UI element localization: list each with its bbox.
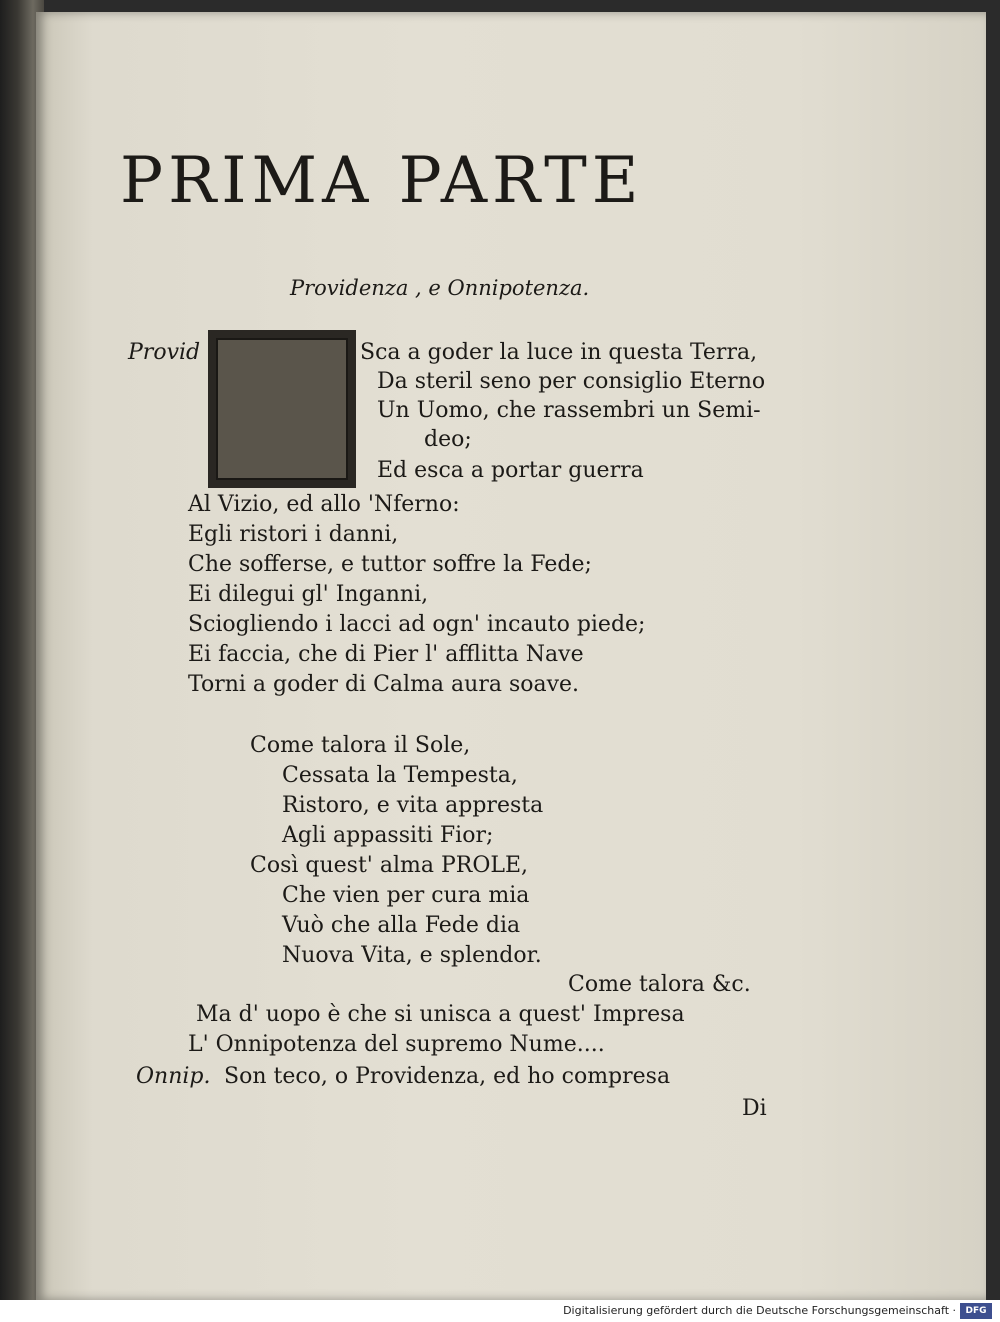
book-page bbox=[36, 12, 986, 1300]
speaker-onnip: Onnip. bbox=[136, 1064, 211, 1089]
da-capo: Come talora &c. bbox=[568, 972, 751, 997]
verse-line: deo; bbox=[424, 427, 472, 452]
verse-line: Ma d' uopo è che si unisca a quest' Impresa bbox=[196, 1002, 685, 1027]
verse-line: Da steril seno per consiglio Eterno bbox=[377, 369, 766, 394]
decorated-initial-e bbox=[208, 330, 356, 488]
aria-line: Che vien per cura mia bbox=[282, 883, 530, 908]
aria-line: Come talora il Sole, bbox=[250, 733, 471, 758]
verse-line: Ei dilegui gl' Inganni, bbox=[188, 582, 429, 607]
page-subtitle: Providenza , e Onnipotenza. bbox=[290, 276, 590, 300]
verse-line: Al Vizio, ed allo 'Nferno: bbox=[188, 492, 460, 517]
aria-line: Nuova Vita, e splendor. bbox=[282, 943, 542, 968]
aria-line: Così quest' alma PROLE, bbox=[250, 853, 529, 878]
catchword: Di bbox=[742, 1096, 767, 1121]
verse-line: Sca a goder la luce in questa Terra, bbox=[360, 340, 758, 365]
verse-line: L' Onnipotenza del supremo Nume.... bbox=[188, 1032, 605, 1057]
verse-line: Ei faccia, che di Pier l' afflitta Nave bbox=[188, 642, 584, 667]
verse-line: Son teco, o Providenza, ed ho compresa bbox=[224, 1064, 671, 1089]
aria-line: Ristoro, e vita appresta bbox=[282, 793, 544, 818]
footer-credit: Digitalisierung gefördert durch die Deutsche Forschungsgemeinschaft · bbox=[563, 1304, 956, 1317]
verse-line: Torni a goder di Calma aura soave. bbox=[188, 672, 580, 697]
page-title: PRIMA PARTE bbox=[120, 144, 644, 218]
speaker-provid: Provid bbox=[128, 340, 201, 365]
aria-line: Agli appassiti Fior; bbox=[282, 823, 494, 848]
verse-line: Sciogliendo i lacci ad ogn' incauto piede; bbox=[188, 612, 646, 637]
aria-line: Cessata la Tempesta, bbox=[282, 763, 518, 788]
verse-line: Ed esca a portar guerra bbox=[377, 458, 644, 483]
verse-line: Un Uomo, che rassembri un Semi- bbox=[377, 398, 761, 423]
verse-line: Che sofferse, e tuttor soffre la Fede; bbox=[188, 552, 592, 577]
aria-line: Vuò che alla Fede dia bbox=[282, 913, 521, 938]
dfg-logo: DFG bbox=[960, 1303, 992, 1319]
footer-bar bbox=[0, 1300, 1000, 1322]
verse-line: Egli ristori i danni, bbox=[188, 522, 399, 547]
